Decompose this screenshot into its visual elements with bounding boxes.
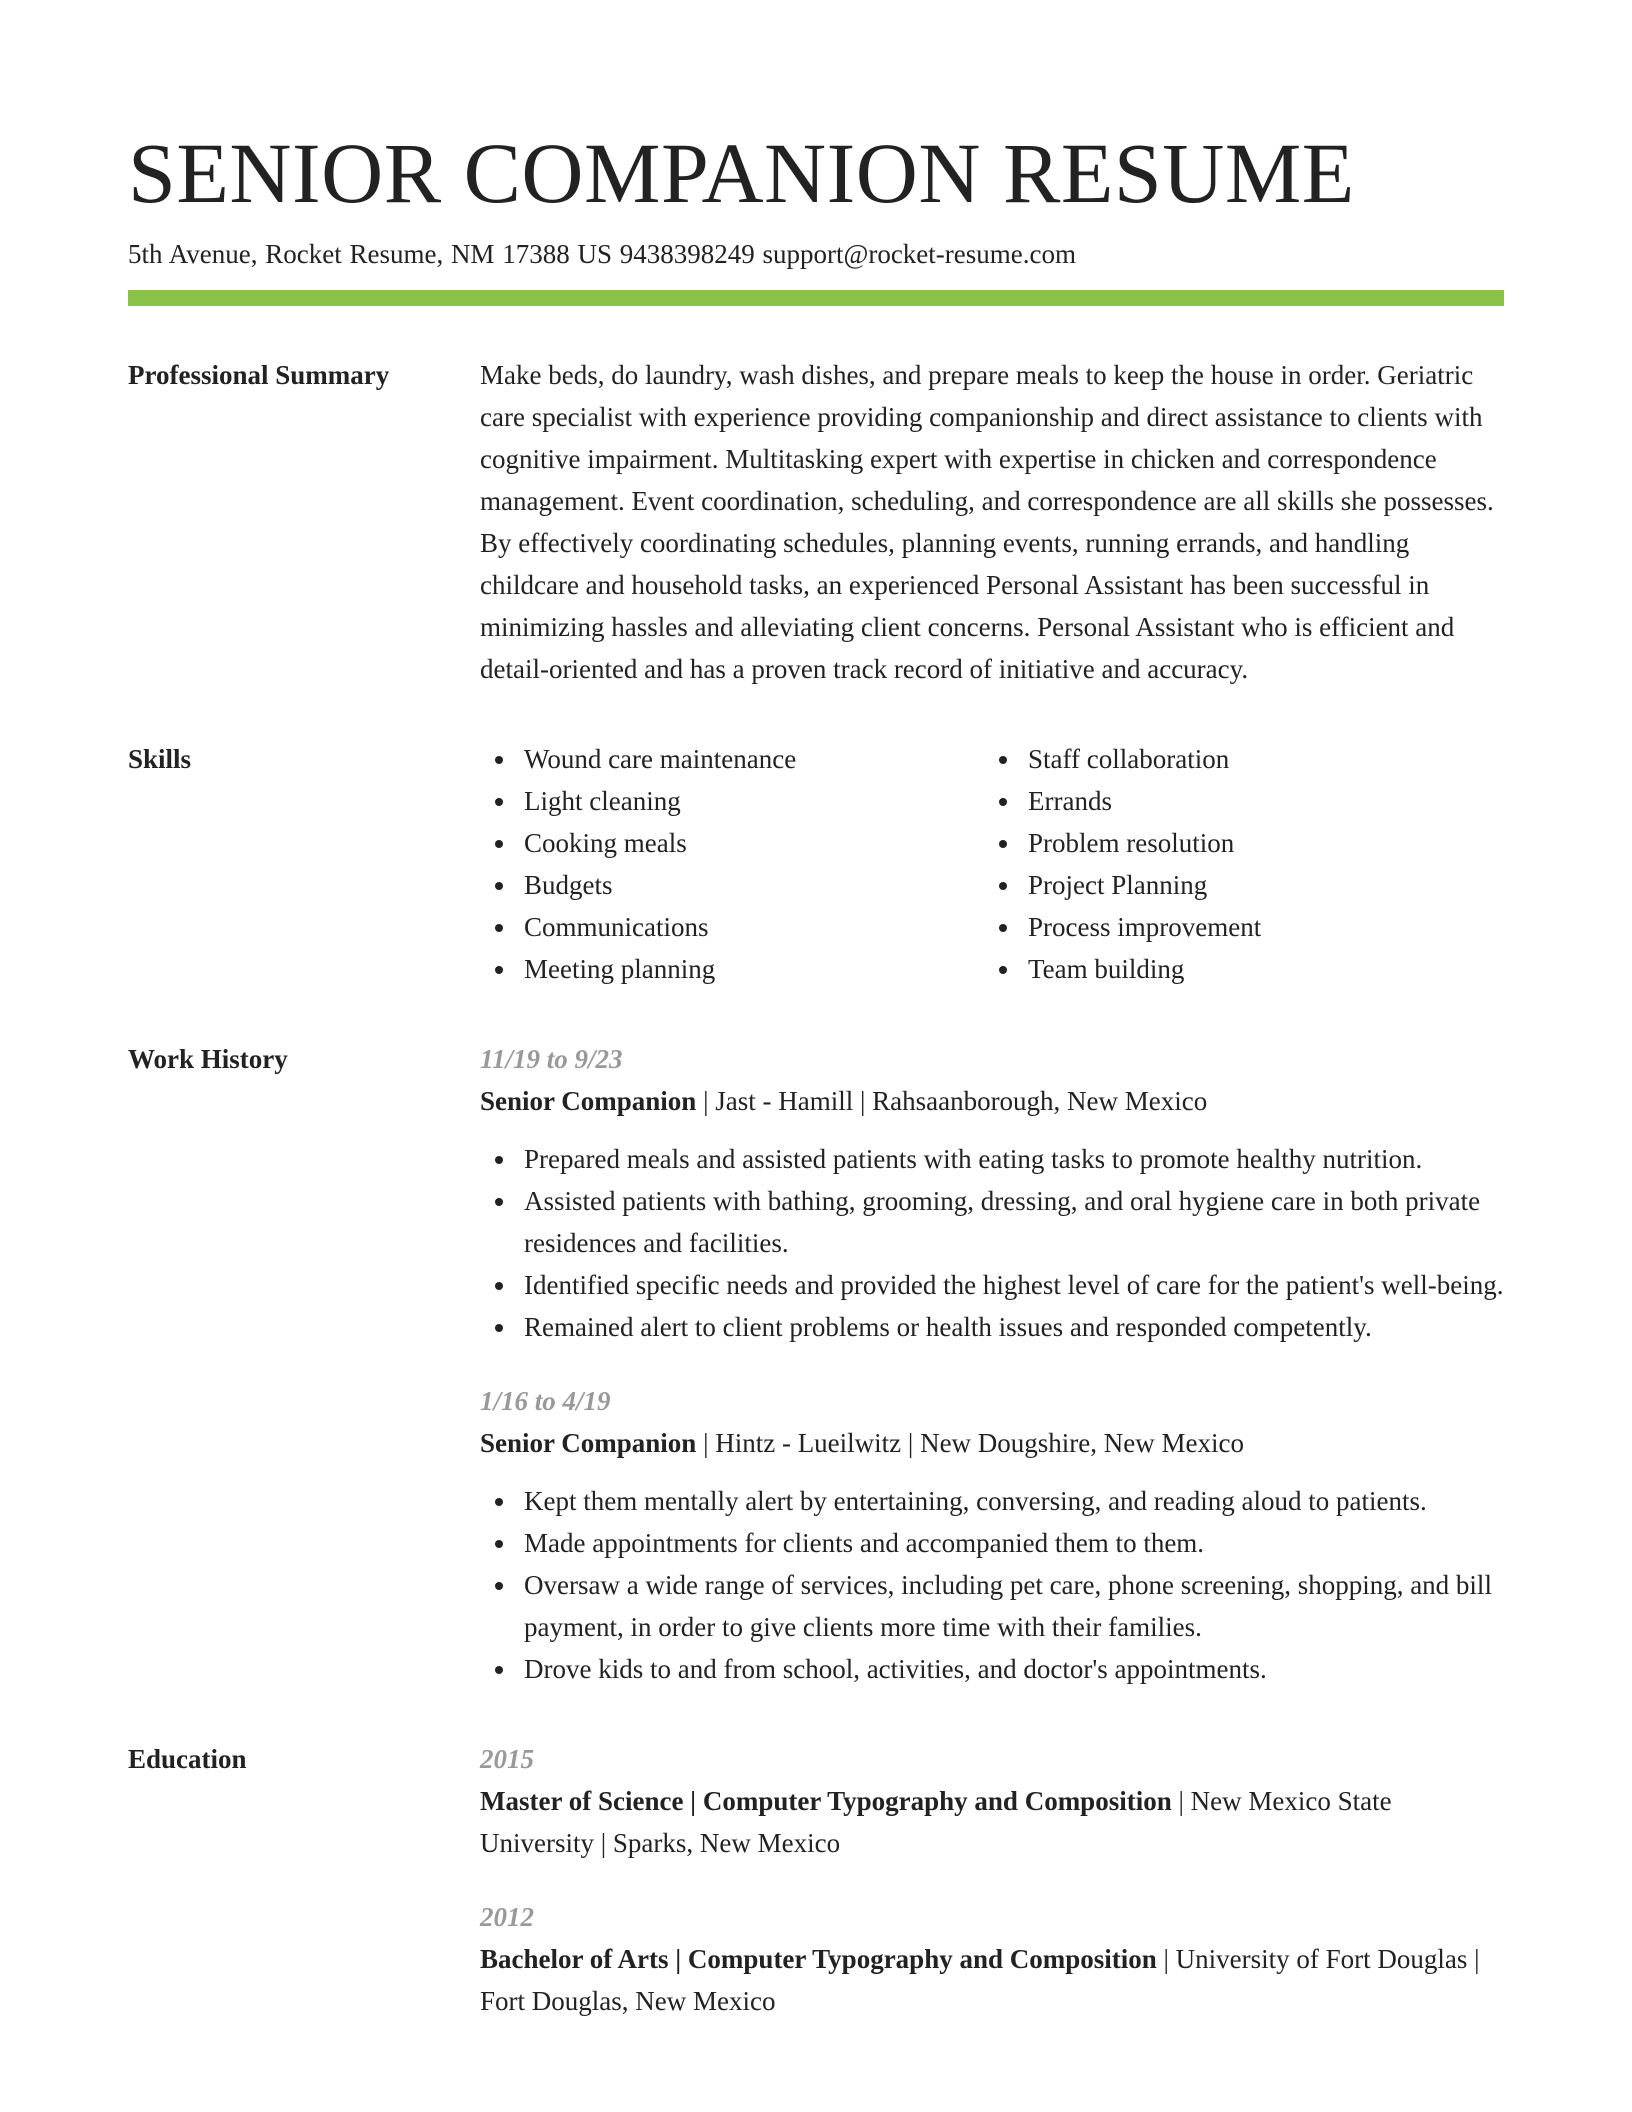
skill-item: Meeting planning (480, 948, 984, 990)
summary-body (480, 354, 1504, 690)
summary-section (128, 354, 1504, 690)
contact-email: support@rocket-resume.com (762, 239, 1076, 269)
education-heading: Education (128, 1744, 247, 1775)
job-entry (480, 1038, 1504, 1348)
education-year: 2012 (480, 1902, 534, 1933)
job-title: Senior Companion (480, 1086, 697, 1117)
job-role-line (480, 1422, 1504, 1464)
skill-item: Errands (984, 780, 1488, 822)
contact-phone: 9438398249 (619, 239, 755, 269)
job-dates: 1/16 to 4/19 (480, 1386, 611, 1417)
skill-item: Light cleaning (480, 780, 984, 822)
skill-item: Team building (984, 948, 1488, 990)
job-entry (480, 1380, 1504, 1690)
education-degree: Bachelor of Arts | Computer Typography and Composition (480, 1944, 1157, 1975)
job-duty: Remained alert to client problems or health issues and responded competently. (480, 1306, 1504, 1348)
skill-item: Wound care maintenance (480, 738, 984, 780)
work-history-body (480, 1038, 1504, 1690)
job-employer-location: | Hintz - Lueilwitz | New Dougshire, New Mexico (696, 1428, 1244, 1459)
contact-address: 5th Avenue, Rocket Resume, NM 17388 US (128, 239, 612, 269)
job-duty: Prepared meals and assisted patients with eating tasks to promote healthy nutrition. (480, 1138, 1504, 1180)
work-history-heading: Work History (128, 1044, 288, 1075)
skill-item: Cooking meals (480, 822, 984, 864)
education-degree-line (480, 1938, 1504, 2022)
job-duty: Made appointments for clients and accompanied them to them. (480, 1522, 1504, 1564)
skill-item: Communications (480, 906, 984, 948)
skills-list-left (480, 738, 984, 990)
summary-heading: Professional Summary (128, 360, 390, 391)
education-degree-line (480, 1780, 1504, 1864)
skill-item: Problem resolution (984, 822, 1488, 864)
contact-line (128, 238, 1504, 270)
summary-text: Make beds, do laundry, wash dishes, and prepare meals to keep the house in order. Geriatric care specialist with experience providing companionship and direct assistance to clients with cognitive impairment. Multitasking expert with expertise in chicken and correspondence management. Event coordination, scheduling, and correspondence are all skills she possesses. By effectively coordinating schedules, planning events, running errands, and handling childcare and household tasks, an experienced Personal Assistant has been successful in minimizing hassles and alleviating client concerns. Personal Assistant who is efficient and detail-oriented and has a proven track record of initiative and accuracy. (480, 360, 1494, 685)
education-entry (480, 1896, 1504, 2022)
education-degree: Master of Science | Computer Typography and Composition (480, 1786, 1172, 1817)
job-duty: Kept them mentally alert by entertaining, conversing, and reading aloud to patients. (480, 1480, 1504, 1522)
job-duty: Oversaw a wide range of services, including pet care, phone screening, shopping, and bill payment, in order to give clients more time with their families. (480, 1564, 1504, 1648)
skill-item: Project Planning (984, 864, 1488, 906)
job-duty: Assisted patients with bathing, grooming, dressing, and oral hygiene care in both private residences and facilities. (480, 1180, 1504, 1264)
header-divider (128, 290, 1504, 306)
education-school-location: | New Mexico State University | Sparks, New Mexico (480, 1786, 1392, 1859)
skills-list-right (984, 738, 1488, 990)
job-dates: 11/19 to 9/23 (480, 1044, 623, 1075)
education-section (128, 1738, 1504, 2022)
skill-item: Process improvement (984, 906, 1488, 948)
education-school-location: | University of Fort Douglas | Fort Douglas, New Mexico (480, 1944, 1480, 2017)
resume-name: SENIOR COMPANION RESUME (128, 125, 1355, 221)
job-duties (480, 1138, 1504, 1348)
job-role-line (480, 1080, 1504, 1122)
job-title: Senior Companion (480, 1428, 697, 1459)
job-duty: Drove kids to and from school, activities, and doctor's appointments. (480, 1648, 1504, 1690)
education-body (480, 1738, 1504, 2022)
skills-heading: Skills (128, 744, 192, 775)
education-year: 2015 (480, 1744, 534, 1775)
job-duty: Identified specific needs and provided the highest level of care for the patient's well-being. (480, 1264, 1504, 1306)
skill-item: Budgets (480, 864, 984, 906)
education-entry (480, 1738, 1504, 1864)
skill-item: Staff collaboration (984, 738, 1488, 780)
skills-section (128, 738, 1504, 990)
skills-body (480, 738, 1504, 990)
work-history-section (128, 1038, 1504, 1690)
job-employer-location: | Jast - Hamill | Rahsaanborough, New Mexico (696, 1086, 1208, 1117)
job-duties (480, 1480, 1504, 1690)
